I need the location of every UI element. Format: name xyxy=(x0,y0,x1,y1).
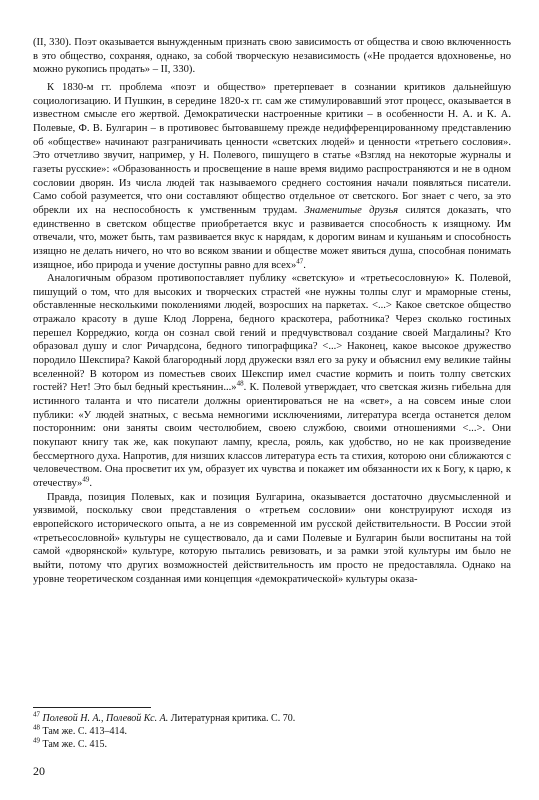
footnote-separator xyxy=(33,707,151,708)
footnote-ref: 49 xyxy=(82,475,90,484)
footnote-text: Там же. С. 415. xyxy=(42,739,108,750)
footnote xyxy=(33,738,511,751)
paragraph: (II, 330). Поэт оказывается вынужденным признать свою зависимость от общества и свою включенность в это общество, сохраняя, однако, за собой творческую независимость («Не продается вдохновенье, но можно рукопись продать» – II, 330). xyxy=(33,37,511,76)
footnote-text: Там же. С. 413–414. xyxy=(42,726,128,737)
footnote-text: Литературная критика. С. 70. xyxy=(170,713,296,724)
paragraph: Правда, позиция Полевых, как и позиция Булгарина, оказывается достаточно двусмысленной и уязвимой, поскольку свои представления о «третьем сословии» они конструируют исходя из европейского исторического опыта, а не из современной им русской действительности. В России этой «третьесословной» культуры не существовало, да и сами Полевые и Булгарин были воспитаны на той самой «дворянской» культуре, которую пытались ревизовать, и за рамки этой культуры им было не выйти, потому что других возможностей действительность им просто не предоставляла. Однако на уровне теоретическом созданная ими концепция «демократической» культуры оказа- xyxy=(33,491,511,585)
emphasis: Знаменитые друзья xyxy=(304,204,399,216)
footnote-author: Полевой Н. А., Полевой Кс. А. xyxy=(42,713,169,724)
footnote-number: 49 xyxy=(33,736,40,745)
footnote xyxy=(33,725,511,738)
page-number: 20 xyxy=(33,764,45,778)
paragraph: К 1830-м гг. проблема «поэт и общество» претерпевает в сознании критиков дальнейшую социологизацию. И Пушкин, в середине 1820-х гг. сам же стимулировавший этот процесс, оказывается в известном смысле его жертвой. Демократически настроенные критики – в особенности Н. А. и К. А. Полевые, Ф. В. Булгарин – в противовес бытовавшему прежде недифференцированному представлению об «обществе» начинают разграничивать ценности «светских людей» и ценности «третьего сословия». Это отчетливо звучит, например, у Н. Полевого, пишущего в статье «Взгляд на некоторые журналы и газеты русские»: «Образованность и просвещение в наше время видимо распространяются и не в одном сословии дворян. Из числа людей так называемого среднего состояния начали появляться писатели. Само собой разумеется, что они составляют общество отдельное от светского. Бог знает с чего, за это обрекли их на неспособность к умственным трудам. Знаменитые друзья силятся доказать, что единственно в светском обществе приобретается вкус и развивается способность к изящному. Им отвечали, что, может быть, там развивается вкус к нарядам, к дорогим винам и кушаньям и способность изящно не делать ничего, но что во всяком звании и обществе может явиться душа, способная понимать изящное, ибо природа и учение доступны равно для всех»$^{47}$. xyxy=(33,81,511,271)
footnote xyxy=(33,712,511,725)
footnotes xyxy=(33,712,511,751)
footnote-ref: 47 xyxy=(296,256,304,265)
body-text xyxy=(33,36,511,586)
footnote-number: 48 xyxy=(33,723,40,732)
paragraph: Аналогичным образом противопоставляет публику «светскую» и «третьесословную» К. Полевой, пишущий о том, что для высоких и творческих страстей «не нужны толпы слуг и мраморные стены, обставленные несколькими поколениями людей, возросших на паркетах. <...> Какое светское общество отражало красоту в душе Клод Лоррена, бедного краскотера, работника? Через сколько гостиных перешел Корреджио, когда он сознал свой гений и предчувствовал создание своей Магдалины? Кто образовал душу и слог Ричардсона, бедного типографщика? <...> Наконец, какое высокое дружество породило Шекспира? Какой благородный лорд дружески взял его за руку и объяснил ему великие тайны вселенной? В котором из поместьев своих Шекспир имел счастие кормить и поить толпу светских гостей? Нет! Это был бедный крестьянин...»$^{48}$. К. Полевой утверждает, что светская жизнь гибельна для истинного таланта и что писатели должны ориентироваться не на «свет», а на совсем иные слои публики: «У людей знатных, с весьма немногими исключениями, литература всегда останется делом посторонним: они заняты своим честолюбием, своею службою, своими отношениями <...>. Они покупают книгу так же, как покупают лампу, кресла, рояль, как удобство, но не как произведение бессмертного духа. Напротив, для низших классов литература есть та стихия, которою они сближаются с человечеством. Она просветит их ум, образует их чувства и покажет им обязанности их к Богу, к царю, к отечеству»$^{49}$. xyxy=(33,273,511,489)
footnote-ref: 48 xyxy=(236,379,244,388)
footnote-number: 47 xyxy=(33,710,40,719)
